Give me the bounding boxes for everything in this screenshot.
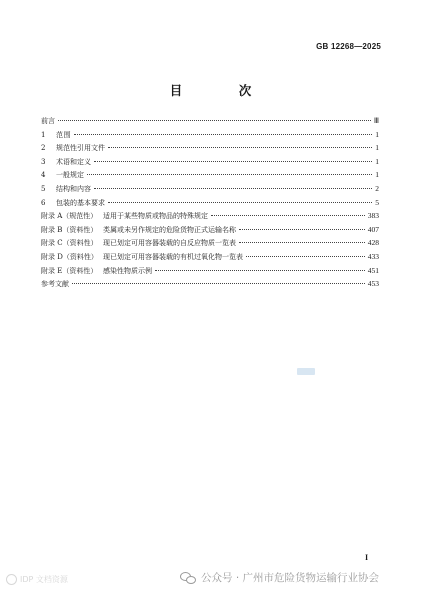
toc-entry-label: 规范性引用文件 — [56, 144, 105, 153]
dot-leader — [108, 202, 372, 203]
toc-entry-label: 参考文献 — [41, 280, 69, 289]
toc-entry-number: 5 — [41, 184, 46, 193]
dot-leader — [72, 283, 365, 284]
toc-entry-page: 1 — [375, 156, 379, 166]
toc-entry-label: 前言 — [41, 117, 55, 125]
toc-entry-page: 453 — [367, 279, 379, 289]
toc-annex-prefix: 附录 D（资料性） — [41, 252, 98, 261]
toc-entry-number: 2 — [41, 144, 46, 153]
toc-entry-annex-e[interactable] — [41, 264, 379, 278]
toc-entry-label: 类属或未另作规定的危险货物正式运输名称 — [103, 225, 236, 234]
toc-entry-page: 451 — [367, 265, 379, 275]
toc-entry-general-provisions[interactable] — [41, 168, 379, 182]
toc-entry-label: 包装的基本要求 — [56, 198, 105, 207]
toc-title: 目 次 — [169, 83, 274, 98]
toc-entry-number: 4 — [41, 171, 46, 180]
wechat-icon — [180, 571, 196, 584]
toc-entry-label: 现已划定可用容器装载的自反应物质一览表 — [103, 239, 236, 248]
toc-entry-number: 6 — [41, 198, 46, 207]
dot-leader — [108, 147, 372, 148]
dot-leader — [58, 120, 371, 121]
toc-entry-annex-c[interactable] — [41, 236, 379, 250]
toc-entry-label: 范围 — [56, 130, 72, 139]
toc-entry-packaging-requirements[interactable] — [41, 196, 379, 210]
toc-entry-page: 2 — [375, 183, 379, 193]
toc-entry-label: 术语和定义 — [56, 157, 91, 166]
toc-entry-page: 1 — [375, 129, 379, 139]
toc-entry-page: 1 — [375, 170, 379, 180]
dot-leader — [239, 229, 365, 230]
toc-entry-number: 1 — [41, 130, 46, 139]
dot-leader — [74, 134, 372, 135]
watermark-right-text: 公众号 · 广州市危险货物运输行业协会 — [201, 572, 380, 584]
dot-leader — [246, 256, 365, 257]
dot-leader — [94, 161, 372, 162]
toc-entry-bibliography[interactable] — [41, 277, 379, 291]
watermark-right — [180, 570, 379, 585]
toc-entry-annex-b[interactable] — [41, 223, 379, 237]
toc-entry-label: 结构和内容 — [56, 184, 91, 193]
watermark-logo-icon — [6, 574, 17, 585]
toc-entry-page: 5 — [375, 197, 379, 207]
dot-leader — [239, 242, 365, 243]
toc-entry-page: 433 — [367, 251, 379, 261]
toc-entry-annex-a[interactable] — [41, 209, 379, 223]
toc-entry-label: 感染性物质示例 — [103, 266, 152, 275]
toc-entry-scope[interactable] — [41, 128, 379, 142]
toc-entry-normative-references[interactable] — [41, 141, 379, 155]
toc-entry-annex-d[interactable] — [41, 250, 379, 264]
toc-entry-page: 1 — [375, 143, 379, 153]
scan-artifact — [297, 368, 315, 375]
toc-entry-page: 428 — [367, 238, 379, 248]
dot-leader — [94, 188, 372, 189]
toc-entry-structure[interactable] — [41, 182, 379, 196]
toc-entry-label: 适用于某些物质或物品的特殊规定 — [103, 212, 208, 221]
toc-entry-number: 3 — [41, 157, 46, 166]
document-code: GB 12268—2025 — [316, 42, 381, 51]
watermark-left-text: IDP 文档资源 — [20, 575, 68, 584]
watermark-left — [6, 574, 68, 585]
page-number: I — [365, 553, 369, 562]
toc-annex-prefix: 附录 A（规范性） — [41, 212, 98, 221]
toc-entry-label: 现已划定可用容器装载的有机过氧化物一览表 — [103, 252, 243, 261]
dot-leader — [211, 215, 365, 216]
dot-leader — [155, 270, 365, 271]
toc-annex-prefix: 附录 C（资料性） — [41, 239, 98, 248]
toc-annex-prefix: 附录 E（资料性） — [41, 266, 98, 275]
dot-leader — [87, 174, 372, 175]
toc-entry-label: 一般规定 — [56, 171, 84, 180]
toc-entry-page: 383 — [367, 211, 379, 221]
toc-entry-terms[interactable] — [41, 155, 379, 169]
toc-entry-page: 407 — [367, 224, 379, 234]
toc-entry-page: Ⅲ — [373, 116, 379, 125]
table-of-contents — [41, 114, 379, 291]
toc-annex-prefix: 附录 B（资料性） — [41, 225, 98, 234]
toc-entry-foreword[interactable] — [41, 114, 379, 128]
